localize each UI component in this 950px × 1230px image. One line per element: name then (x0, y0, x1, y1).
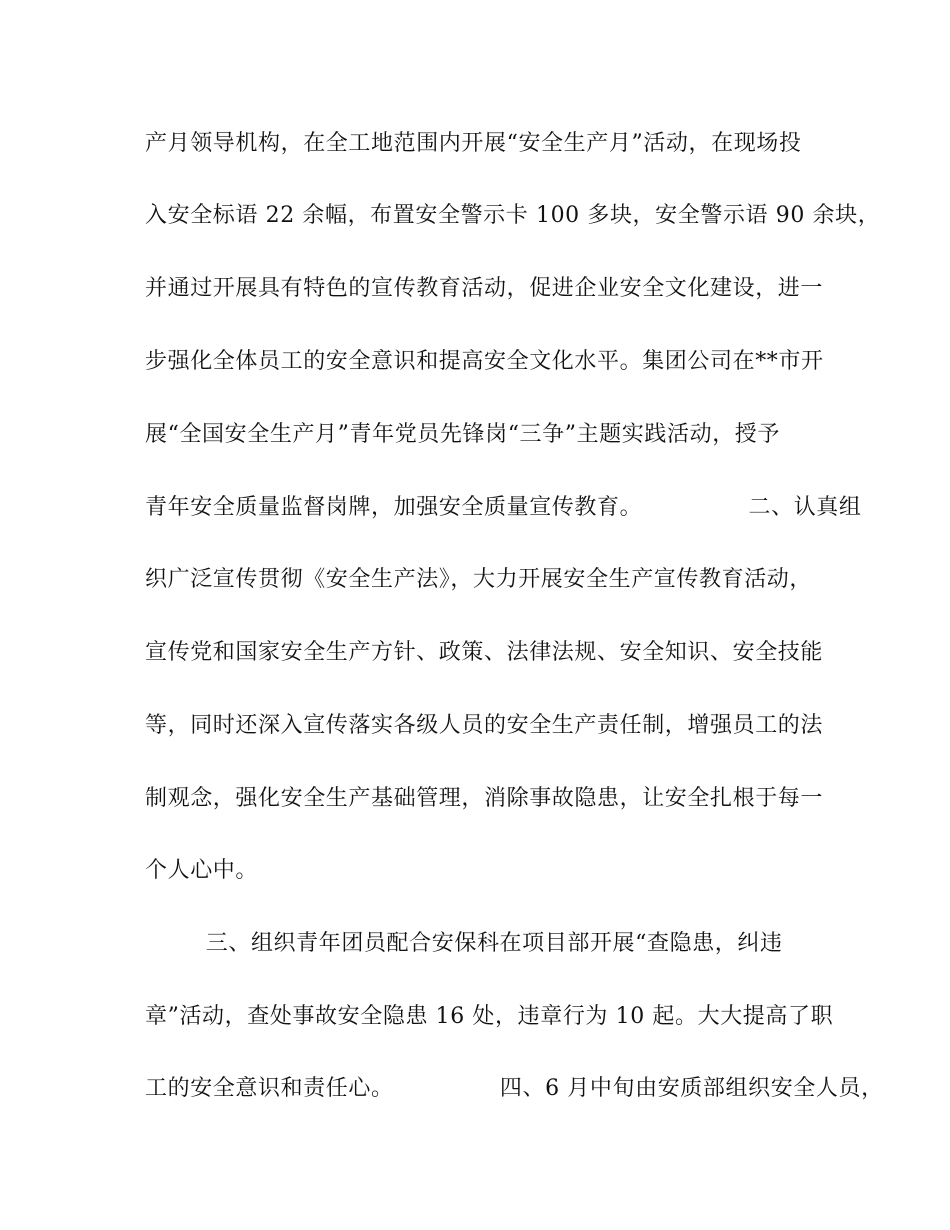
text-line: 等，同时还深入宣传落实各级人员的安全生产责任制，增强员工的法 (145, 713, 824, 738)
text-line: 个人心中。 (145, 858, 259, 883)
text-line: 织广泛宣传贯彻《安全生产法》，大力开展安全生产宣传教育活动， (145, 567, 813, 592)
text-line: 展“全国安全生产月”青年党员先锋岗“三争”主题实践活动，授予 (145, 422, 780, 447)
text-line: 入安全标语 22 余幅，布置安全警示卡 100 多块，安全警示语 90 余块， (145, 203, 881, 228)
text-line: 青年安全质量监督岗牌，加强安全质量宣传教育。 二、认真组 (145, 495, 862, 520)
text-line: 章”活动，查处事故安全隐患 16 处，违章行为 10 起。大大提高了职 (145, 1004, 834, 1029)
text-line: 三、组织青年团员配合安保科在项目部开展“查隐患，纠违 (145, 931, 783, 956)
text-line: 工的安全意识和责任心。 四、6 月中旬由安质部组织安全人员， (145, 1076, 884, 1101)
text-line: 宣传党和国家安全生产方针、政策、法律法规、安全知识、安全技能 (145, 640, 824, 665)
text-line: 步强化全体员工的安全意识和提高安全文化水平。集团公司在**市开 (145, 349, 824, 374)
text-line: 制观念，强化安全生产基础管理，消除事故隐患，让安全扎根于每一 (145, 786, 824, 811)
text-line: 并通过开展具有特色的宣传教育活动，促进企业安全文化建设，进一 (145, 276, 824, 301)
text-line: 产月领导机构，在全工地范围内开展“安全生产月”活动，在现场投 (145, 131, 802, 156)
